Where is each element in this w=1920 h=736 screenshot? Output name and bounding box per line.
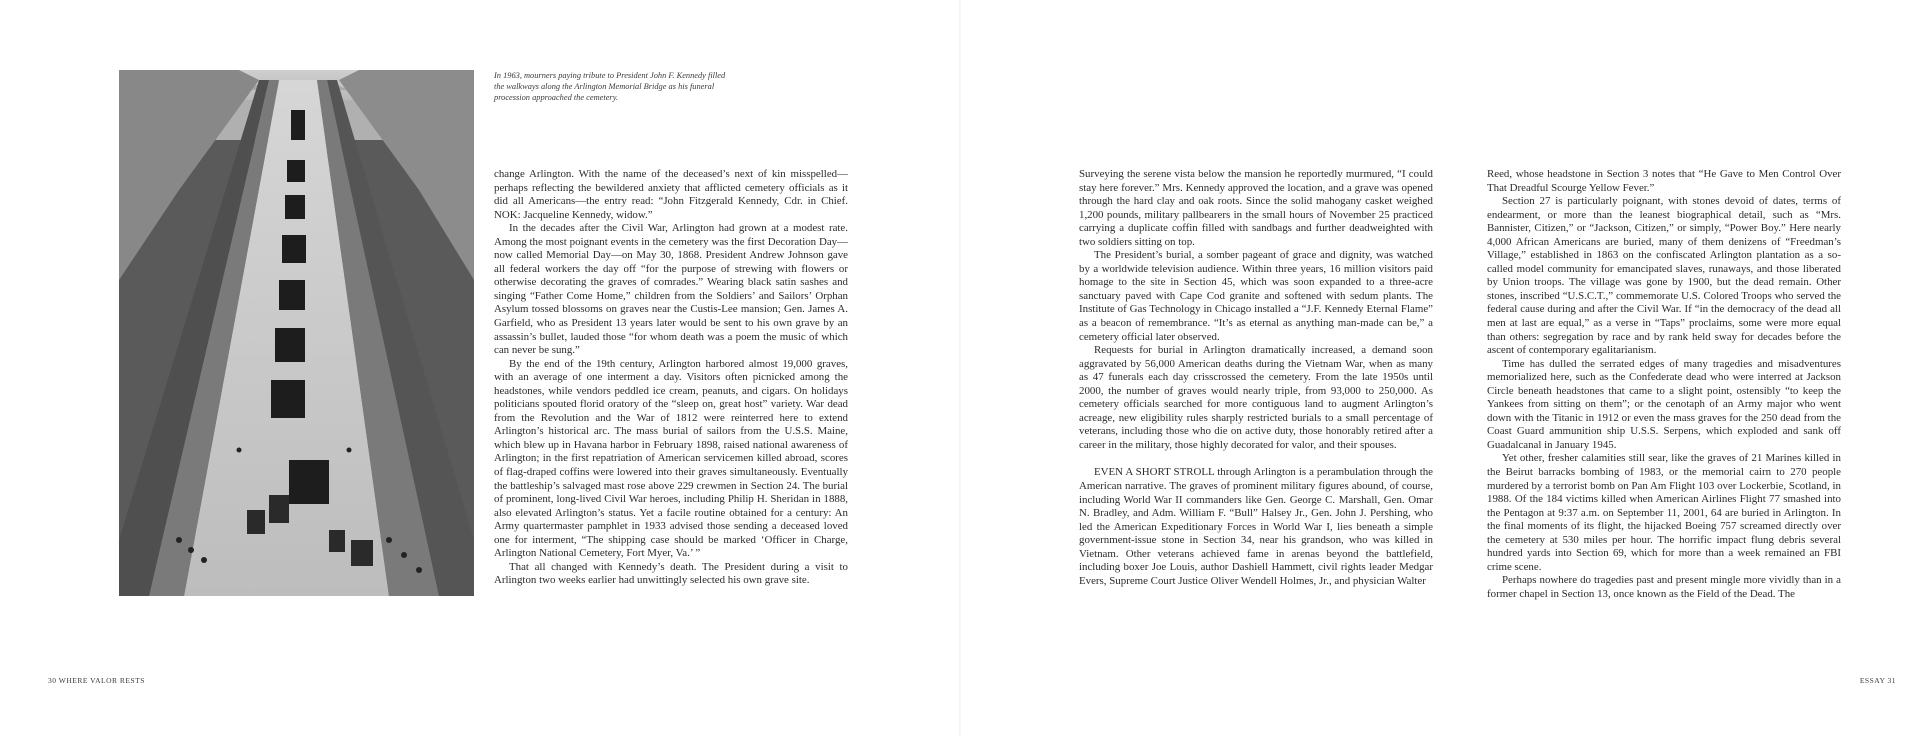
paragraph: Yet other, fresher calamities still sear, like the graves of 21 Marines killed in the Beirut barracks bombing of 1983, or the memorial cairn to 270 people murdered by a terrorist bomb on Pan Am Flight 103 over Lockerbie, Scotland, in 1988. Of the 184 victims killed when American Airlines Flight 77 smashed into the Pentagon at 9:37 a.m. on September 11, 2001, 64 are buried in Arlington. In the final moments of its flight, the hijacked Boeing 757 screamed directly over the cemetery at 530 miles per hour. The horrific impact flung debris several hundred yards into Section 69, which for more than a week remained an FBI crime scene. (1487, 452, 1841, 573)
left-page-text-column (494, 168, 848, 588)
book-gutter (959, 0, 961, 736)
photo-illustration (119, 70, 474, 596)
paragraph: Time has dulled the serrated edges of many tragedies and misadventures memorialized here, such as the Confederate dead who were interred at Jackson Circle beneath headstones that came to a slight point, ostensibly “to keep the Yankees from sitting on them”; or the cenotaph of an Army major who went down with the Titanic in 1912 or even the mass graves for the 250 dead from the Coast Guard ammunition ship U.S.S. Serpens, which exploded and sank off Guadalcanal in January 1945. (1487, 357, 1841, 451)
section-opening-paragraph: EVEN A SHORT STROLL through Arlington is a perambulation through the American narrative. The graves of prominent military figures abound, of course, including World War II commanders like Gen. George C. Marshall, Gen. Omar N. Bradley, and Adm. William F. “Bull” Halsey Jr., Gen. John J. Pershing, who led the American Expeditionary Forces in World War I, lies beneath a simple government-issue stone in Section 34, near his grandson, who was killed in Vietnam. Other veterans achieved fame in arenas beyond the battlefield, including boxer Joe Louis, author Dashiell Hammett, civil rights leader Medgar Evers, Supreme Court Justice Oliver Wendell Holmes, Jr., and physician Walter (1079, 466, 1433, 587)
paragraph: Surveying the serene vista below the mansion he reportedly murmured, “I could stay here forever.” Mrs. Kennedy approved the location, and a grave was opened through the hard clay and oak roots. Since the solid mahogany casket weighed 1,200 pounds, military pallbearers in the small hours of November 25 practiced carrying a duplicate coffin filled with sandbags and further deadweighted with two soldiers sitting on top. (1079, 168, 1433, 248)
left-page-folio: 30 WHERE VALOR RESTS (48, 676, 145, 685)
paragraph: change Arlington. With the name of the deceased’s next of kin misspelled—perhaps reflecting the bewildered anxiety that afflicted cemetery officials as it did all Americans—the entry read: “John Fitzgerald Kennedy, Cdr. in Chief. NOK: Jacqueline Kennedy, widow.” (494, 168, 848, 221)
paragraph: The President’s burial, a somber pageant of grace and dignity, was watched by a worldwide television audience. Within three years, 16 million visitors paid homage to the site in Section 45, which was soon expanded to a three-acre sanctuary paved with Cape Cod granite and softened with sedum plants. The Institute of Gas Technology in Chicago installed a “J.F. Kennedy Eternal Flame” as a beacon of remembrance. “It’s as eternal as anything man-made can be,” a cemetery official later observed. (1079, 249, 1433, 343)
paragraph: In the decades after the Civil War, Arlington had grown at a modest rate. Among the most poignant events in the cemetery was the first Decoration Day—now called Memorial Day—on May 30, 1868. President Andrew Johnson gave all federal workers the day off “for the purpose of strewing with flowers or otherwise decorating the graves of comrades.” Wearing black satin sashes and singing “Father Come Home,” children from the Soldiers’ and Sailors’ Orphan Asylum tossed blossoms on graves near the Custis-Lee mansion; Gen. James A. Garfield, who as President 13 years later would be sent to his own grave by an assassin’s bullet, lauded those “for whom death was a poem the music of which can never be sung.” (494, 222, 848, 357)
paragraph: Perhaps nowhere do tragedies past and present mingle more vividly than in a former chapel in Section 13, once known as the Field of the Dead. The (1487, 574, 1841, 600)
paragraph: That all changed with Kennedy’s death. The President during a visit to Arlington two weeks earlier had unwittingly selected his own grave site. (494, 560, 848, 587)
right-page-folio: ESSAY 31 (1859, 676, 1896, 685)
paragraph: Requests for burial in Arlington dramatically increased, a demand soon aggravated by 56,000 American deaths during the Vietnam War, when as many as 47 funerals each day crisscrossed the cemetery. From the late 1950s until 2000, the number of graves would nearly triple, from 93,000 to 250,000. As cemetery officials searched for more contiguous land to augment Arlington’s acreage, new eligibility rules sharply restricted burials to a small percentage of veterans, including those who die on active duty, those honorably retired after a career in the military, those highly decorated for valor, and their spouses. (1079, 344, 1433, 451)
funeral-procession-photo (119, 70, 474, 596)
paragraph: Reed, whose headstone in Section 3 notes that “He Gave to Men Control Over That Dreadful Scourge Yellow Fever.” (1487, 168, 1841, 194)
paragraph: By the end of the 19th century, Arlington harbored almost 19,000 graves, with an average of one interment a day. Visitors often picnicked among the headstones, while vendors peddled ice cream, peanuts, and cigars. On holidays politicians spouted florid oratory of the “sleep on, great host” variety. War dead from the Revolution and the War of 1812 were reinterred here to extend Arlington’s historical arc. The mass burial of sailors from the U.S.S. Maine, which blew up in Havana harbor in February 1898, raised national awareness of Arlington; in the first repatriation of American servicemen killed abroad, scores of flag-draped coffins were lowered into their graves simultaneously. Eventually the battleship’s salvaged mast rose above 229 crewmen in Section 24. The burial of prominent, long-lived Civil War heroes, including Philip H. Sheridan in 1888, also elevated Arlington’s status. Yet a facile routine obtained for a century: An Army quartermaster pamphlet in 1933 advised those sending a deceased loved one for interment, “The shipping case should be marked ‘Officer in Charge, Arlington National Cemetery, Fort Myer, Va.’ ” (494, 357, 848, 560)
right-page-text-column-1 (1079, 168, 1433, 588)
right-page-text-column-2 (1487, 168, 1841, 602)
paragraph: Section 27 is particularly poignant, with stones devoid of dates, terms of endearment, or more than the leanest biographical detail, such as “Mrs. Bannister, Citizen,” or “Jackson, Citizen,” or simply, “Power Boy.” Here nearly 4,000 African Americans are buried, many of them denizens of “Freedman’s Village,” established in 1863 on the confiscated Arlington plantation as a so-called model community for emancipated slaves, runaways, and those liberated by Union troops. The village was gone by 1900, but the dead remain. Other stones, inscribed “U.S.C.T.,” commemorate U.S. Colored Troops who served the federal cause during and after the Civil War. If “in the democracy of the dead all men at last are equal,” as a verse in “Taps” proclaims, some were more equal than others: segregation by race and by rank held sway for decades before the ascent of contemporary egalitarianism. (1487, 195, 1841, 357)
photo-caption: In 1963, mourners paying tribute to President John F. Kennedy filled the walkways along the Arlington Memorial Bridge as his funeral procession approached the cemetery. (494, 71, 726, 103)
